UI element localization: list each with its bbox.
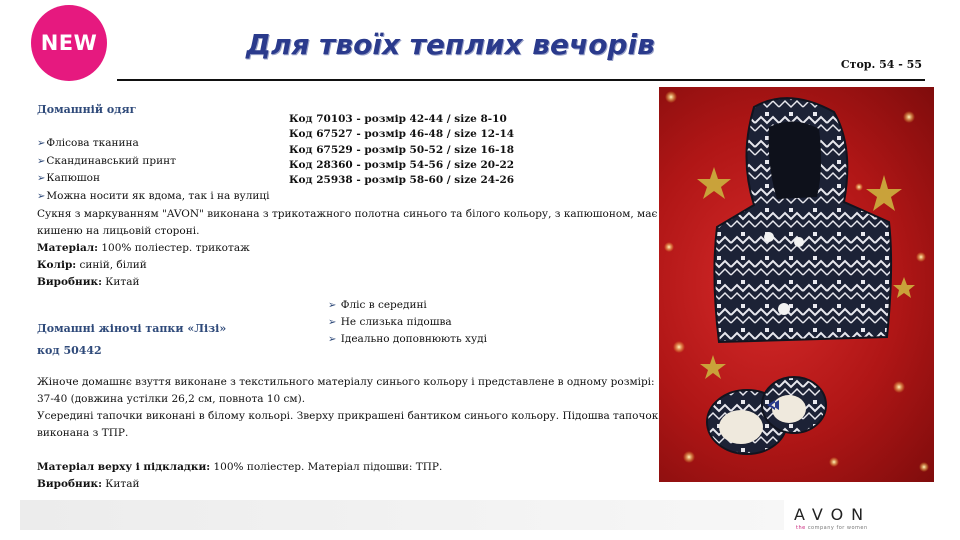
feature-item: ➢Капюшон bbox=[37, 172, 100, 184]
clothing-description bbox=[37, 206, 658, 291]
feature-item: ➢Скандинавський принт bbox=[37, 154, 176, 167]
arrow-bullet-icon: ➢ bbox=[328, 317, 337, 328]
material-line: Матеріал: 100% поліестер. трикотаж bbox=[37, 242, 250, 254]
product-photo bbox=[659, 87, 934, 482]
size-codes-list bbox=[289, 112, 514, 188]
description-line: 37-40 (довжина устілки 26,2 см, повнота 10 см). bbox=[37, 393, 306, 405]
material-line: Матеріал верху і підкладки: 100% поліестер. Матеріал підошви: ТПР. bbox=[37, 461, 443, 473]
maker-line: Виробник: Китай bbox=[37, 478, 140, 490]
star-icon bbox=[893, 277, 915, 298]
avon-logo: AVON bbox=[794, 505, 872, 524]
arrow-bullet-icon: ➢ bbox=[328, 300, 337, 311]
description-line: Жіноче домашнє взуття виконане з текстильного матеріалу синього кольору і представлене в одному розмірі: bbox=[37, 376, 655, 388]
slippers bbox=[707, 377, 826, 454]
description-line: кишеню на лицьовій стороні. bbox=[37, 225, 200, 237]
feature-item: ➢Можна носити як вдома, так і на вулиці bbox=[37, 189, 270, 202]
description-line: Сукня з маркуванням "AVON" виконана з трикотажного полотна синього та білого кольору, з капюшоном, має bbox=[37, 208, 658, 220]
description-line: виконана з ТПР. bbox=[37, 427, 129, 439]
feature-item: ➢ Не слизька підошва bbox=[328, 316, 452, 328]
clothing-features-list bbox=[37, 135, 270, 205]
arrow-bullet-icon: ➢ bbox=[37, 173, 46, 184]
size-code: Код 67527 - розмір 46-48 / size 12-14 bbox=[289, 128, 515, 141]
arrow-bullet-icon: ➢ bbox=[37, 155, 46, 167]
star-icon bbox=[866, 175, 902, 211]
clothing-section-title: Домашній одяг bbox=[37, 103, 137, 116]
slippers-code: код 50442 bbox=[37, 344, 102, 357]
page-reference: Стор. 54 - 55 bbox=[840, 58, 922, 71]
avon-tagline: the company for women bbox=[796, 525, 868, 531]
slippers-section-title: Домашні жіночі тапки «Лізі» bbox=[37, 322, 227, 335]
feature-item: ➢ Фліс в середині bbox=[328, 299, 427, 311]
description-line: Усередині тапочки виконані в білому кольорі. Зверху прикрашені бантиком синього кольору. Підошва тапочок bbox=[37, 410, 659, 422]
new-badge-label: NEW bbox=[40, 31, 98, 55]
product-photo-illustration bbox=[659, 87, 934, 482]
star-icon bbox=[697, 167, 731, 199]
header-divider bbox=[117, 79, 925, 81]
arrow-bullet-icon: ➢ bbox=[328, 334, 337, 345]
size-code: Код 28360 - розмір 54-56 / size 20-22 bbox=[289, 158, 515, 171]
footer-bar bbox=[20, 500, 784, 530]
arrow-bullet-icon: ➢ bbox=[37, 190, 46, 202]
maker-line: Виробник: Китай bbox=[37, 276, 140, 288]
slipper-features-list bbox=[328, 297, 487, 348]
star-icon bbox=[700, 355, 726, 379]
size-code: Код 25938 - розмір 58-60 / size 24-26 bbox=[289, 174, 515, 187]
color-line: Колір: синій, білий bbox=[37, 259, 147, 271]
size-code: Код 70103 - розмір 42-44 / size 8-10 bbox=[289, 113, 507, 125]
arrow-bullet-icon: ➢ bbox=[37, 138, 46, 149]
size-code: Код 67529 - розмір 50-52 / size 16-18 bbox=[289, 143, 515, 156]
new-badge bbox=[31, 5, 107, 81]
slippers-description bbox=[37, 374, 659, 493]
feature-item: ➢ Ідеально доповнюють худі bbox=[328, 333, 487, 345]
feature-item: ➢Флісова тканина bbox=[37, 137, 139, 149]
hoodie-dress bbox=[714, 98, 891, 342]
page-title: Для твоїх теплих вечорів bbox=[246, 28, 655, 61]
